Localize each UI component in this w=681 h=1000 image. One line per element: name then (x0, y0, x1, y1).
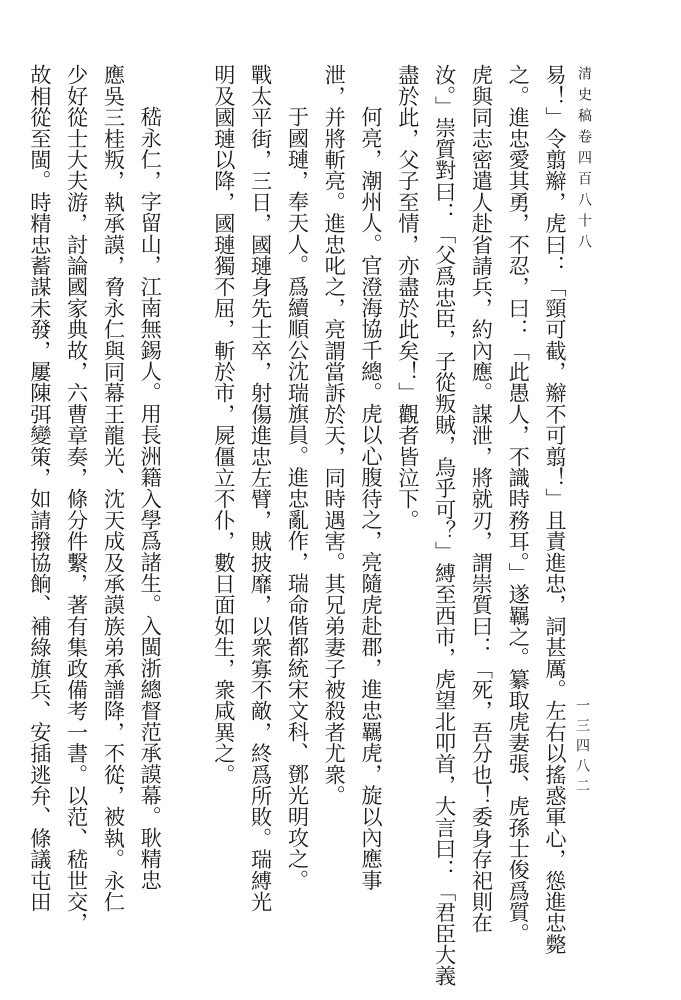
text-column: 盡於此，父子至情，亦盡於此矣！」觀者皆泣下。 (395, 64, 421, 531)
text-column: 之。進忠愛其勇，不忍，曰：「此愚人，不識時務耳。」遂羈之。纂取虎妻張、虎孫士俊爲質。 (506, 64, 532, 944)
text-column-paragraph-start: 嵇永仁，字留山，江南無錫人。用長洲籍入學爲諸生。入閩浙總督范承謨幕。耿精忠 (138, 106, 164, 891)
section-gap (168, 64, 205, 912)
text-column: 虎與同志密遣人赴省請兵，約內應。謀泄，將就刃，謂崇質曰：「死，吾分也！委身存祀則在 (469, 64, 495, 934)
text-column: 少好從士大夫游，討論國家典故，六曹章奏，條分件繫，著有集政備考一書。以范、嵇世交， (64, 64, 90, 934)
text-column-paragraph-start: 何亮，潮州人。官澄海協千總。虎以心腹待之，亮隨虎赴郡，進忠羈虎，旋以內應事 (359, 106, 385, 891)
text-column: 明及國璉以降，國璉獨不屈，斬於市，屍僵立不仆，數日面如生，衆咸異之。 (211, 64, 237, 785)
text-column: 汝。」崇質對曰：「父爲忠臣，子從叛賊，烏乎可？」縛至西市，虎望北叩首，大言曰：「君臣大義 (432, 64, 458, 987)
text-column: 戰太平街，三日，國璉身先士卒，射傷進忠左臂，賊披靡，以衆寡不敵，終爲所敗。瑞縛光 (248, 64, 274, 912)
text-column-paragraph-start: 于國璉，奉天人。爲續順公沈瑞旗員。進忠亂作，瑞命偕都統宋文科、鄧光明攻之。 (285, 106, 311, 891)
text-column: 故相從至閩。時精忠蓄謀未發，屢陳弭變策，如請撥協餉、補綠旗兵、安插逃弁、條議屯田 (27, 64, 53, 912)
running-title: 清史稿卷四百八十八 (576, 66, 592, 255)
page-number: 一三四八二 (574, 698, 590, 798)
text-column: 易！」令翦辮，虎曰：「頸可截，辮不可翦！」且責進忠，詞甚厲。左右以搖惑軍心，慫進忠斃 (543, 64, 568, 955)
body-text (21, 64, 573, 987)
text-column: 應吳三桂叛，執承謨，脅永仁與同幕王龍光、沈天成及承謨族弟承譜降，不從，被執。永仁 (101, 64, 127, 912)
text-column: 泄，并將斬亮。進忠叱之，亮謂當訴於天，同時遇害。其兄弟妻子被殺者尤衆。 (322, 64, 348, 806)
